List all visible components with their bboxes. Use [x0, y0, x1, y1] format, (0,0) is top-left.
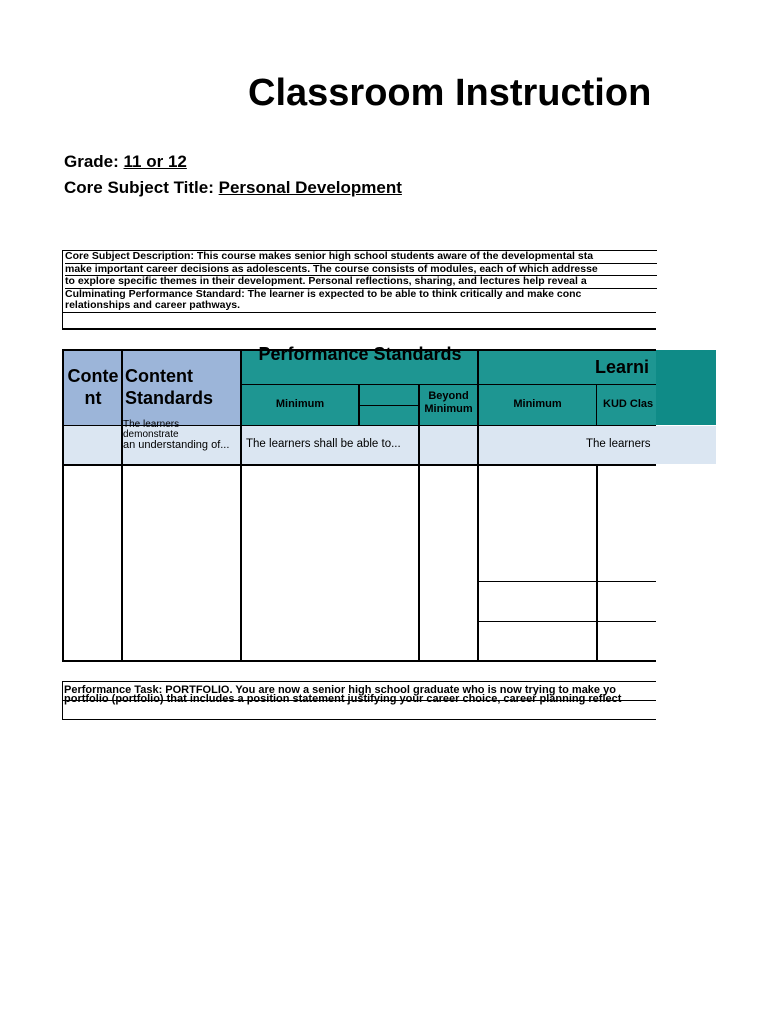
blank-subcell-bottom	[360, 406, 418, 425]
minimum-label: Minimum	[275, 398, 325, 410]
kud-clip	[597, 385, 656, 425]
core-subject-label: Core Subject Title:	[64, 178, 214, 197]
content-header: Conte nt	[67, 366, 119, 408]
content-standards-sub-clip	[123, 420, 240, 464]
beyond-minimum-label: Beyond Minimum	[424, 390, 473, 415]
blank-subcell-top	[360, 385, 418, 405]
overflow-light-strip	[656, 426, 716, 464]
performance-standards-header: Performance Standards	[258, 344, 462, 364]
kud-label: KUD Clas	[603, 398, 654, 410]
grade-label: Grade:	[64, 152, 119, 171]
performance-sub: The learners shall be able to...	[246, 438, 401, 450]
description-line-2: make important career decisions as adolescents. The course consists of modules, each of which addresse	[65, 263, 657, 276]
grade-value: 11 or 12	[123, 152, 187, 171]
performance-task-line-2: portfolio (portfolio) that includes a position statement justifying your career choice, career planning reflect	[64, 693, 622, 705]
overflow-teal-strip	[656, 350, 716, 425]
page-title: Classroom Instruction	[248, 72, 652, 114]
description-line-1: Core Subject Description: This course makes senior high school students aware of the developmental sta	[65, 250, 594, 262]
description-line-5: relationships and career pathways.	[65, 299, 241, 311]
content-standards-sub-1: The learners demonstrate	[123, 419, 180, 440]
performance-task-line-1: Performance Task: PORTFOLIO. You are now a senior high school graduate who is now trying to make yo	[64, 684, 616, 696]
core-subject-line	[64, 178, 402, 198]
description-block	[62, 250, 657, 313]
grade-line	[64, 152, 187, 172]
content-standards-header: Content Standards	[125, 366, 214, 408]
learning-sub-clip	[479, 426, 656, 464]
learning-minimum-label: Minimum	[513, 398, 562, 410]
learning-sub: The learners	[586, 438, 651, 450]
performance-task-line-2-clip	[64, 693, 656, 706]
learning-header: Learni	[595, 357, 650, 377]
learning-header-clip	[479, 353, 656, 383]
content-standards-sub-2: an understanding of...	[123, 439, 230, 451]
core-subject-value: Personal Development	[218, 178, 402, 197]
culminating-standard-line: Culminating Performance Standard: The learner is expected to be able to think critically and make conc	[65, 288, 657, 301]
description-line-3: to explore specific themes in their development. Personal reflections, sharing, and lectures help reveal a	[65, 275, 657, 288]
